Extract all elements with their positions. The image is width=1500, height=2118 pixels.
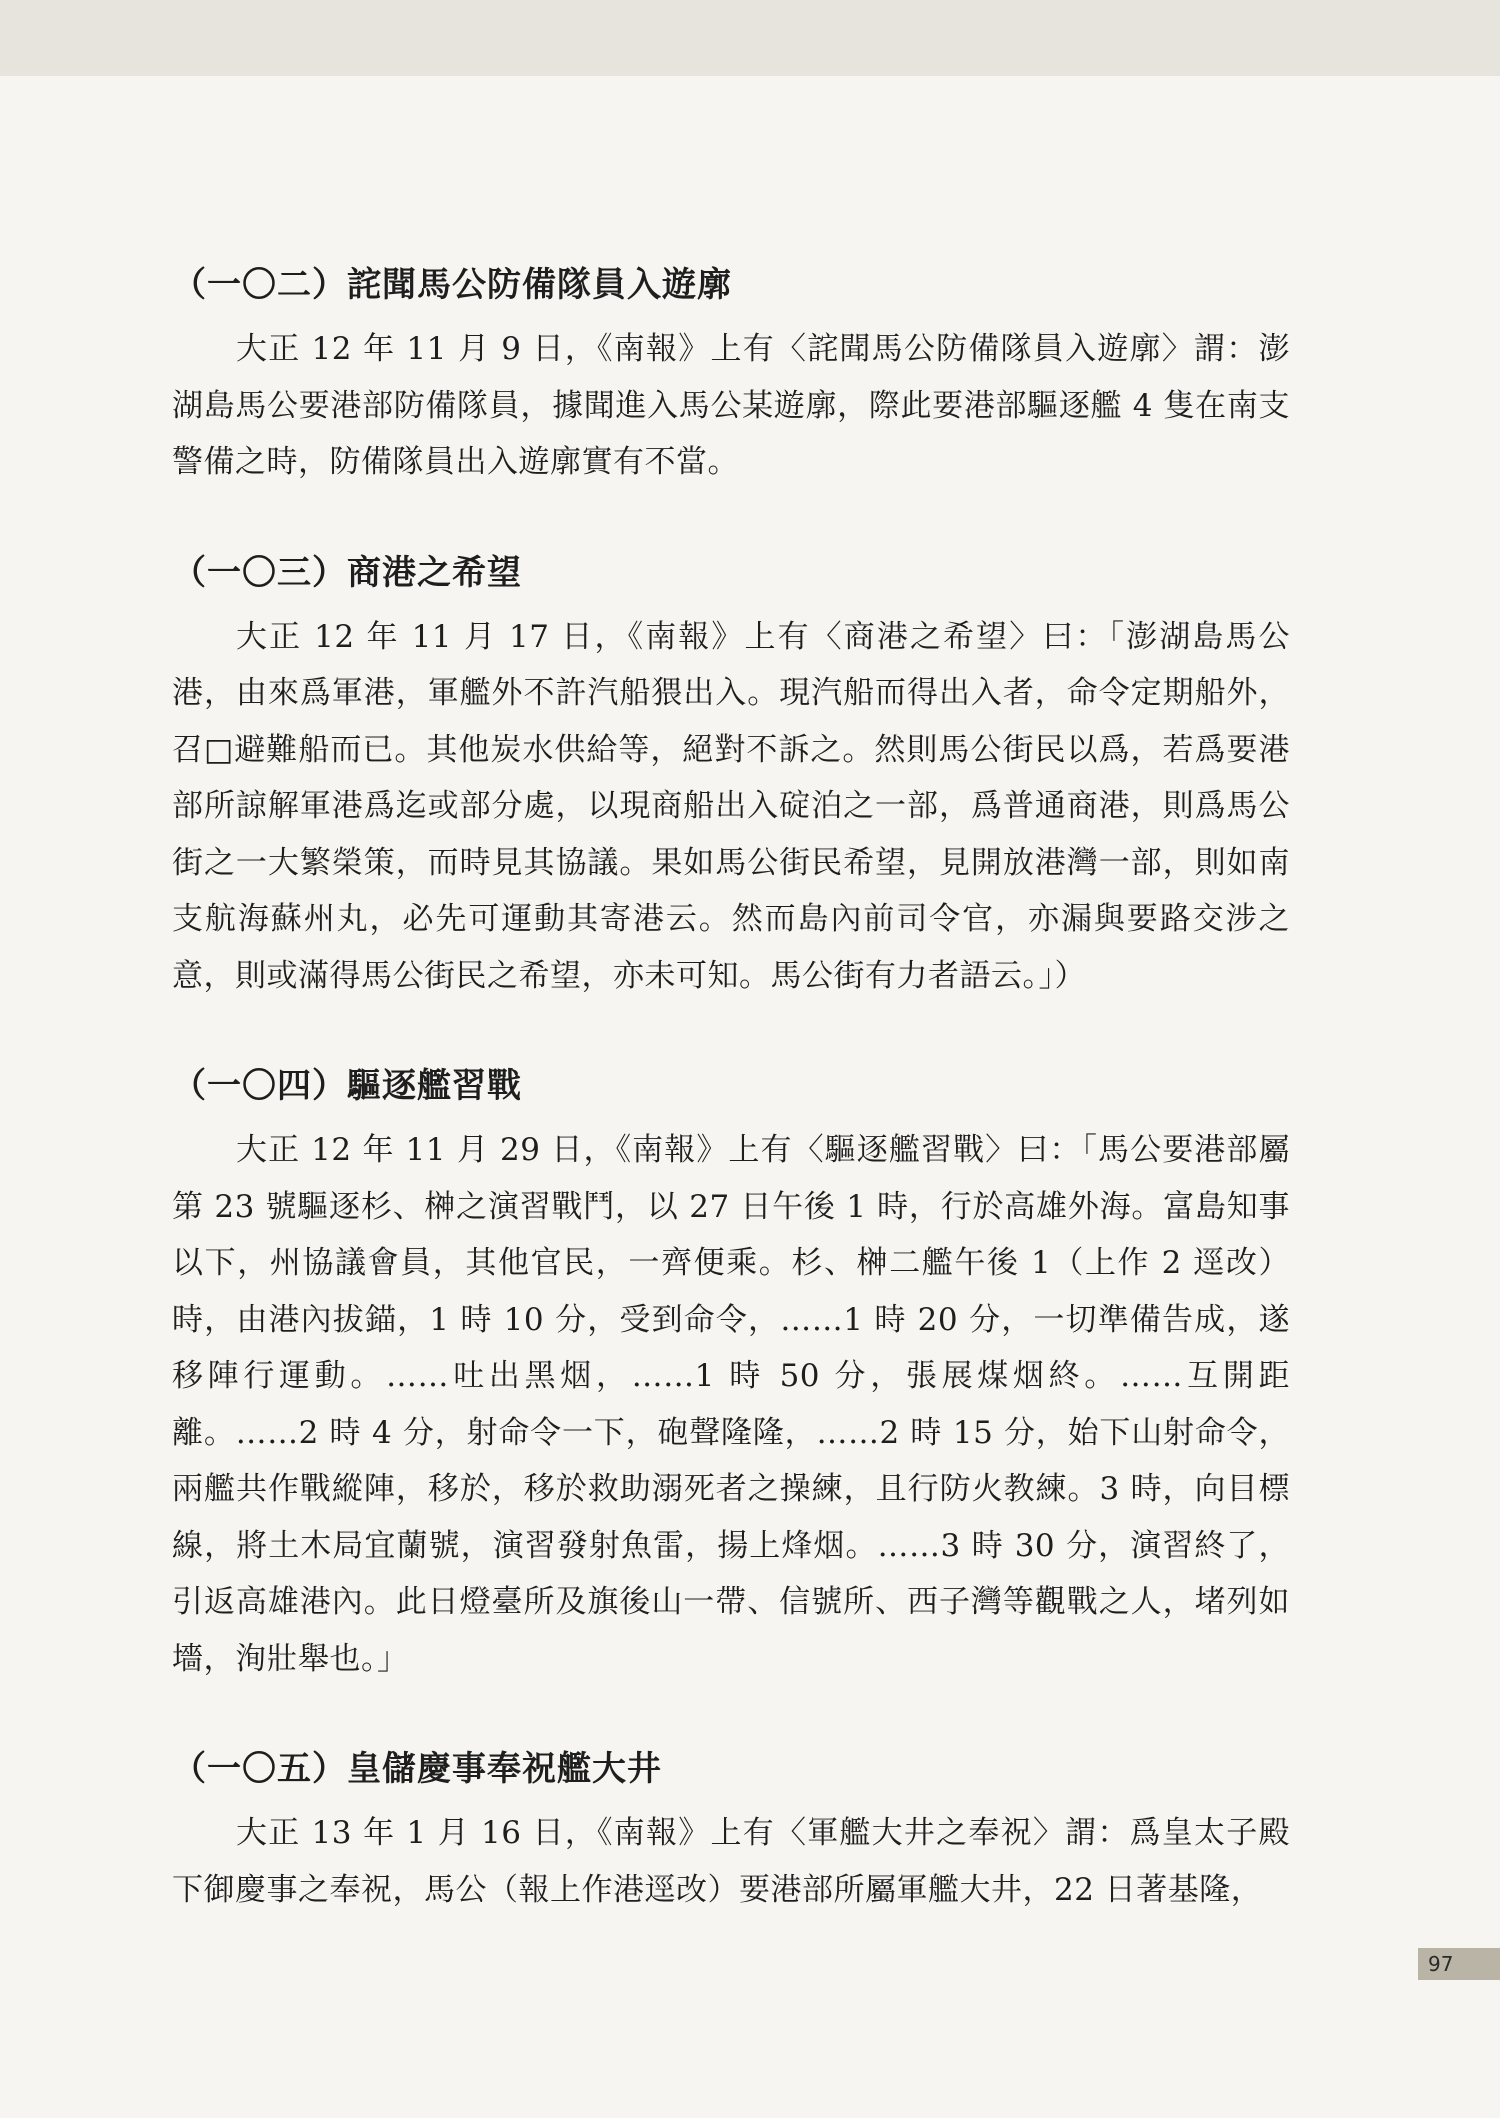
- section-title: （一〇二）詫聞馬公防備隊員入遊廓: [172, 265, 732, 305]
- section-104: [172, 1056, 1290, 1687]
- page-top-band: [0, 0, 1500, 76]
- section-102: [172, 255, 1290, 491]
- section-body: 大正 13 年 1 月 16 日，《南報》上有〈軍艦大井之奉祝〉謂：爲皇太子殿下御慶事之奉祝，馬公（報上作港逕改）要港部所屬軍艦大井，22 日著基隆，: [172, 1815, 1290, 1908]
- section-body: 大正 12 年 11 月 17 日，《南報》上有〈商港之希望〉曰：「澎湖島馬公港，由來爲軍港，軍艦外不許汽船猥出入。現汽船而得出入者，命令定期船外，召□避難船而已。其他炭水供給等，絕對不訴之。然則馬公街民以爲，若爲要港部所諒解軍港爲迄或部分處，以現商船出入碇泊之一部，爲普通商港，則爲馬公街之一大繁榮策，而時見其協議。果如馬公街民希望，見開放港灣一部，則如南支航海蘇州丸，必先可運動其寄港云。然而島內前司令官，亦漏與要路交涉之意，則或滿得馬公街民之希望，亦未可知。馬公街有力者語云。」）: [172, 618, 1290, 994]
- page-number: 97: [1418, 1948, 1500, 1980]
- page-content: [172, 255, 1290, 1970]
- section-105: [172, 1739, 1290, 1918]
- section-103: [172, 543, 1290, 1005]
- section-body: 大正 12 年 11 月 29 日，《南報》上有〈驅逐艦習戰〉曰：「馬公要港部屬第 23 號驅逐杉、榊之演習戰鬥，以 27 日午後 1 時，行於高雄外海。富島知事以下，州協議會員，其他官民，一齊便乘。杉、榊二艦午後 1（上作 2 逕改）時，由港內拔錨，1 時 10 分，受到命令，……1 時 20 分，一切準備告成，遂移陣行運動。……吐出黑烟，……1 時 50 分，張展煤烟終。……互開距離。……2 時 4 分，射命令一下，砲聲隆隆，……2 時 15 分，始下山射命令，兩艦共作戰縱陣，移於，移於救助溺死者之操練，且行防火教練。3 時，向目標線，將土木局宜蘭號，演習發射魚雷，揚上烽烟。……3 時 30 分，演習終了，引返高雄港內。此日燈臺所及旗後山一帶、信號所、西子灣等觀戰之人，堵列如墻，洵壯舉也。」: [172, 1132, 1290, 1677]
- section-title: （一〇三）商港之希望: [172, 552, 522, 593]
- section-title: （一〇四）驅逐艦習戰: [172, 1066, 522, 1106]
- section-body: 大正 12 年 11 月 9 日，《南報》上有〈詫聞馬公防備隊員入遊廓〉謂：澎湖島馬公要港部防備隊員，據聞進入馬公某遊廓，際此要港部驅逐艦 4 隻在南支警備之時，防備隊員出入遊廓實有不當。: [172, 331, 1290, 480]
- section-title: （一〇五）皇儲慶事奉祝艦大井: [172, 1749, 662, 1789]
